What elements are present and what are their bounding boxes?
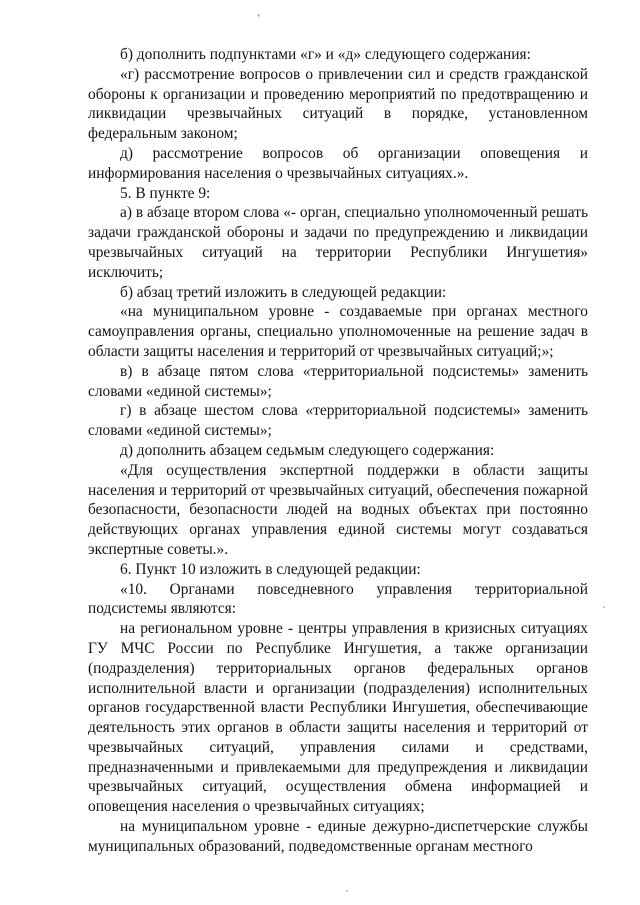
paragraph-municipal-services: на муниципальном уровне - единые дежурно-диспетчерские службы муниципальных образований, подведомственные органам местного — [88, 818, 588, 855]
paragraph-point-5: 5. В пункте 9: — [120, 184, 211, 202]
paragraph-point-5-v: в) в абзаце пятом слова «территориальной подсистемы» заменить словами «единой системы»; — [88, 362, 588, 400]
paragraph-subitem-g: «г) рассмотрение вопросов о привлечении сил и средств гражданской обороны к организации и проведению мероприятий по предотвращению и ликвидации чрезвычайных ситуаций в порядке, установленном федеральным законом; — [88, 65, 588, 143]
scan-speck — [346, 890, 348, 892]
paragraph-point-5-g: г) в абзаце шестом слова «территориальной подсистемы» заменить словами «единой системы»; — [88, 402, 588, 440]
scan-speck — [603, 606, 605, 608]
paragraph-point-6: 6. Пункт 10 изложить в следующей редакции: — [120, 560, 421, 578]
paragraph-municipal-level: «на муниципальном уровне - создаваемые при органах местного самоуправления органы, специально уполномоченные на решение задач в области защиты населения и территорий от чрезвычайных ситуаций;»; — [88, 303, 588, 360]
document-body — [88, 45, 588, 857]
paragraph-point-10: «10. Органами повседневного управления территориальной подсистемы являются: — [88, 580, 588, 618]
paragraph-regional-level: на региональном уровне - центры управления в кризисных ситуациях ГУ МЧС России по Республике Ингушетия, а также организации (подразделения) территориальных органов федеральных органов исполнительной власти и организации (подразделения) исполнительных органов государственной власти Республики Ингушетия, обеспечивающие деятельность этих органов в области защиты населения и территорий от чрезвычайных ситуаций, управления силами и средствами, предназначенными и привлекаемыми для предупреждения и ликвидации чрезвычайных ситуаций, осуществления обмена информацией и оповещения населения о чрезвычайных ситуациях; — [88, 620, 588, 816]
paragraph-point-5-b: б) абзац третий изложить в следующей редакции: — [120, 283, 447, 301]
paragraph-subitem-d: д) рассмотрение вопросов об организации оповещения и информирования населения о чрезвычайных ситуациях.». — [88, 144, 588, 182]
paragraph-b-add-subitems: б) дополнить подпунктами «г» и «д» следующего содержания: — [120, 46, 531, 63]
paragraph-expert-councils: «Для осуществления экспертной поддержки в области защиты населения и территорий от чрезвычайных ситуаций, обеспечения пожарной безопасности, безопасности людей на водных объектах при постоянно действующих органах управления единой системы могут создаваться экспертные советы.». — [88, 461, 588, 558]
paragraph-point-5-d: д) дополнить абзацем седьмым следующего содержания: — [120, 441, 495, 459]
paragraph-point-5-a: а) в абзаце втором слова «- орган, специально уполномоченный решать задачи гражданской обороны и задачи по предупреждению и ликвидации чрезвычайных ситуаций на территории Республики Ингушетия» исключить; — [88, 204, 588, 281]
page-mark: ‘ — [257, 12, 261, 24]
